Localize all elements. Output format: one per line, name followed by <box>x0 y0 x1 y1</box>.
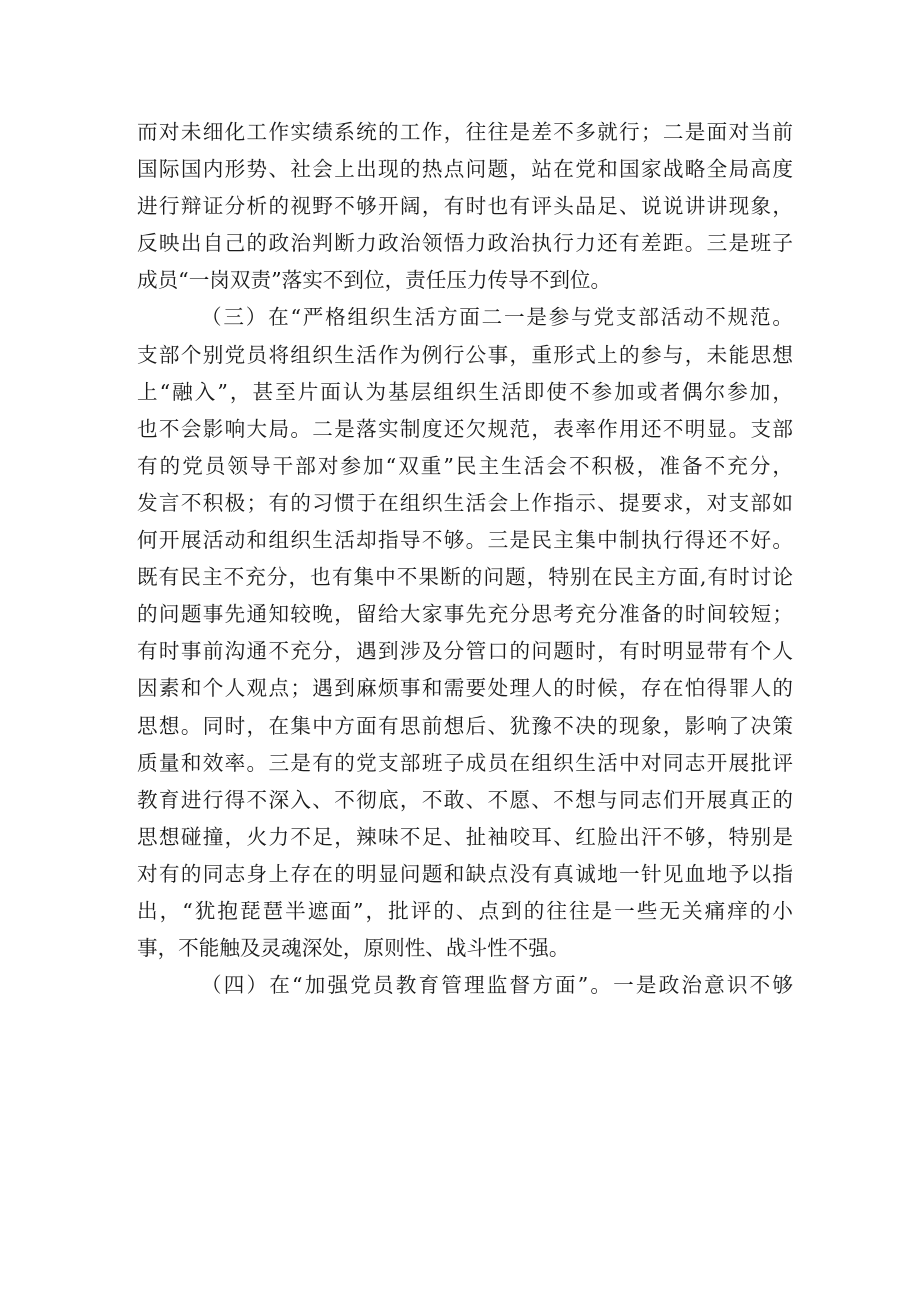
text-line: 思想碰撞，火力不足，辣味不足、扯袖咬耳、红脸出汗不够，特别是 <box>137 824 793 849</box>
text-line: 对有的同志身上存在的明显问题和缺点没有真诚地一针见血地予以指 <box>137 861 793 886</box>
text-line: 出，“犹抱琵琶半遮面”，批评的、点到的往往是一些无关痛痒的小 <box>137 898 793 923</box>
text-line: 教育进行得不深入、不彻底，不敢、不愿、不想与同志们开展真正的 <box>137 787 793 812</box>
text-line: 国际国内形势、社会上出现的热点问题，站在党和国家战略全局高度 <box>137 157 793 182</box>
text-line: （四）在“加强党员教育管理监督方面”。一是政治意识不够 <box>201 973 793 998</box>
text-line: 思想。同时，在集中方面有思前想后、犹豫不决的现象，影响了决策 <box>137 713 793 738</box>
text-line: 发言不积极；有的习惯于在组织生活会上作指示、提要求，对支部如 <box>137 490 793 515</box>
text-line: 进行辩证分析的视野不够开阔，有时也有评头品足、说说讲讲现象， <box>137 194 793 219</box>
text-line: 何开展活动和组织生活却指导不够。三是民主集中制执行得还不好。 <box>137 528 793 553</box>
text-line: 的问题事先通知较晚，留给大家事先充分思考充分准备的时间较短； <box>137 602 793 627</box>
text-line: 也不会影响大局。二是落实制度还欠规范，表率作用还不明显。支部 <box>137 416 793 441</box>
text-line: 上“融入”，甚至片面认为基层组织生活即使不参加或者偶尔参加， <box>137 379 793 404</box>
text-line: （三）在“严格组织生活方面二一是参与党支部活动不规范。 <box>201 305 793 330</box>
text-line: 反映出自己的政治判断力政治领悟力政治执行力还有差距。三是班子 <box>137 231 793 256</box>
text-line: 有的党员领导干部对参加“双重”民主生活会不积极，准备不充分， <box>137 453 793 478</box>
text-line: 事，不能触及灵魂深处，原则性、战斗性不强。 <box>137 936 570 961</box>
text-line: 成员“一岗双责”落实不到位，责任压力传导不到位。 <box>137 268 612 293</box>
text-line: 既有民主不充分，也有集中不果断的问题，特别在民主方面,有时讨论 <box>137 565 793 590</box>
body-text <box>137 114 793 1004</box>
text-line: 质量和效率。三是有的党支部班子成员在组织生活中对同志开展批评 <box>137 750 793 775</box>
text-line: 而对未细化工作实绩系统的工作，往往是差不多就行；二是面对当前 <box>137 120 793 144</box>
text-line: 因素和个人观点；遇到麻烦事和需要处理人的时候，存在怕得罪人的 <box>137 676 793 701</box>
text-line: 支部个别党员将组织生活作为例行公事，重形式上的参与，未能思想 <box>137 342 793 367</box>
text-line: 有时事前沟通不充分，遇到涉及分管口的问题时，有时明显带有个人 <box>137 639 793 664</box>
